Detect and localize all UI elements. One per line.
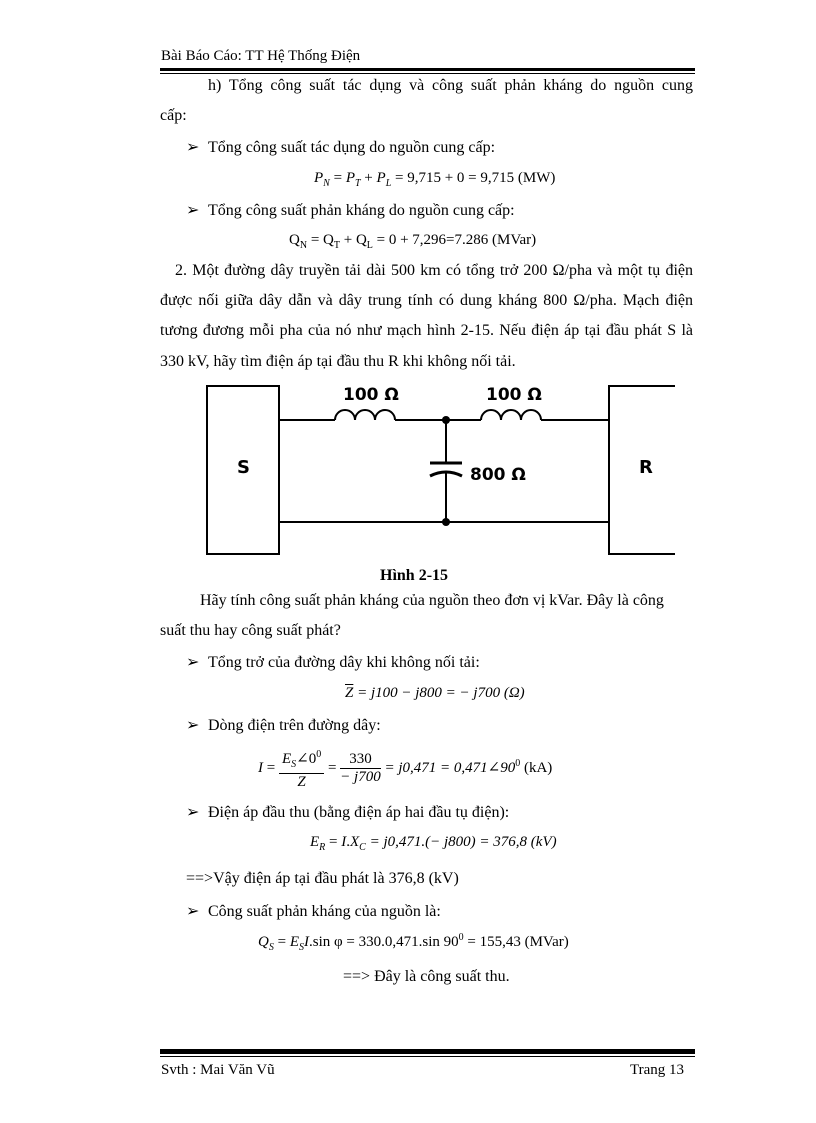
header-rule-thin bbox=[160, 73, 695, 74]
equation-source-reactive: $Q_S = E_SI.\sin$ φ = 330.0,471.sin $90^0 = 155,43$ (MVar) bbox=[258, 932, 569, 953]
bullet-arrow-icon: ➢ bbox=[186, 903, 200, 920]
left-inductor-label: 100 Ω bbox=[343, 385, 399, 405]
bullet-arrow-icon: ➢ bbox=[186, 717, 200, 734]
bullet-receiver-voltage: ➢ Điện áp đầu thu (bằng điện áp hai đầu tụ điện): bbox=[186, 804, 510, 821]
bullet-arrow-icon: ➢ bbox=[186, 202, 200, 219]
source-label: S bbox=[237, 457, 250, 478]
equation-impedance: $\overline{Z} = j100 - j800$ = − j700 (Ω) bbox=[345, 685, 525, 701]
right-inductor-label: 100 Ω bbox=[486, 385, 542, 405]
circuit-diagram bbox=[195, 372, 675, 567]
equation-receiver-voltage: $E_R = I.X_C = j0,471.(- j800) = 376,8$ (kV) bbox=[310, 834, 557, 853]
bullet-reactive-power: ➢ Tổng công suất phản kháng do nguồn cung cấp: bbox=[186, 202, 515, 219]
equation-active-power: $P_N = P_T + P_L = 9,715 + 0 = 9,715$ (MW) bbox=[314, 170, 556, 189]
section-h-line2: cấp: bbox=[160, 107, 187, 124]
receiver-label: R bbox=[639, 457, 653, 478]
header-title: Bài Báo Cáo: TT Hệ Thống Điện bbox=[161, 48, 361, 64]
problem-line3: tương đương mỗi pha của nó như mạch hình 2-15. Nếu điện áp tại đầu phát S là bbox=[160, 322, 693, 339]
capacitor-label: 800 Ω bbox=[470, 465, 526, 485]
equation-reactive-power: $Q_N = Q_T + Q_L = 0 + 7,296=7.286$ (MVar) bbox=[289, 232, 537, 251]
bullet-arrow-icon: ➢ bbox=[186, 804, 200, 821]
section-h-line1: h) Tổng công suất tác dụng và công suất phản kháng do nguồn cung bbox=[208, 77, 693, 94]
bullet-active-power: ➢ Tổng công suất tác dụng do nguồn cung cấp: bbox=[186, 139, 496, 156]
footer-author: Svth : Mai Văn Vũ bbox=[161, 1062, 275, 1078]
figure-caption: Hình 2-15 bbox=[380, 567, 449, 584]
conclusion-reactive: ==> Đây là công suất thu. bbox=[343, 968, 510, 985]
problem-line2: được nối giữa dây dẫn và dây trung tính có dung kháng 800 Ω/pha. Mạch điện bbox=[160, 292, 693, 309]
problem-line1: 2. Một đường dây truyền tải dài 500 km có tổng trở 200 Ω/pha và một tụ điện bbox=[175, 262, 693, 279]
bullet-arrow-icon: ➢ bbox=[186, 654, 200, 671]
inductor-right bbox=[481, 410, 541, 420]
bullet-arrow-icon: ➢ bbox=[186, 139, 200, 156]
page-number: Trang 13 bbox=[630, 1062, 685, 1078]
question-line1: Hãy tính công suất phản kháng của nguồn theo đơn vị kVar. Đây là công bbox=[200, 592, 664, 609]
bullet-impedance: ➢ Tổng trở của đường dây khi không nối tải: bbox=[186, 654, 480, 671]
junction-dot-bottom bbox=[442, 518, 450, 526]
inductor-left bbox=[335, 410, 395, 420]
footer-rule-thin bbox=[160, 1056, 695, 1057]
footer-rule bbox=[160, 1049, 695, 1054]
header-rule bbox=[160, 68, 695, 71]
bullet-current: ➢ Dòng điện trên đường dây: bbox=[186, 717, 381, 734]
junction-dot-top bbox=[442, 416, 450, 424]
question-line2: suất thu hay công suất phát? bbox=[160, 622, 341, 639]
problem-line4: 330 kV, hãy tìm điện áp tại đầu thu R khi không nối tải. bbox=[160, 353, 516, 370]
bullet-source-reactive: ➢ Công suất phản kháng của nguồn là: bbox=[186, 903, 441, 920]
conclusion-voltage: ==>Vậy điện áp tại đầu phát là 376,8 (kV) bbox=[186, 870, 459, 887]
equation-current: I = $\frac{E_S\angle 0^0}{Z}$ = $\frac{330}{- j700}$ = $j0,471 = 0,471\angle 90^0$ (kA) bbox=[258, 746, 552, 791]
